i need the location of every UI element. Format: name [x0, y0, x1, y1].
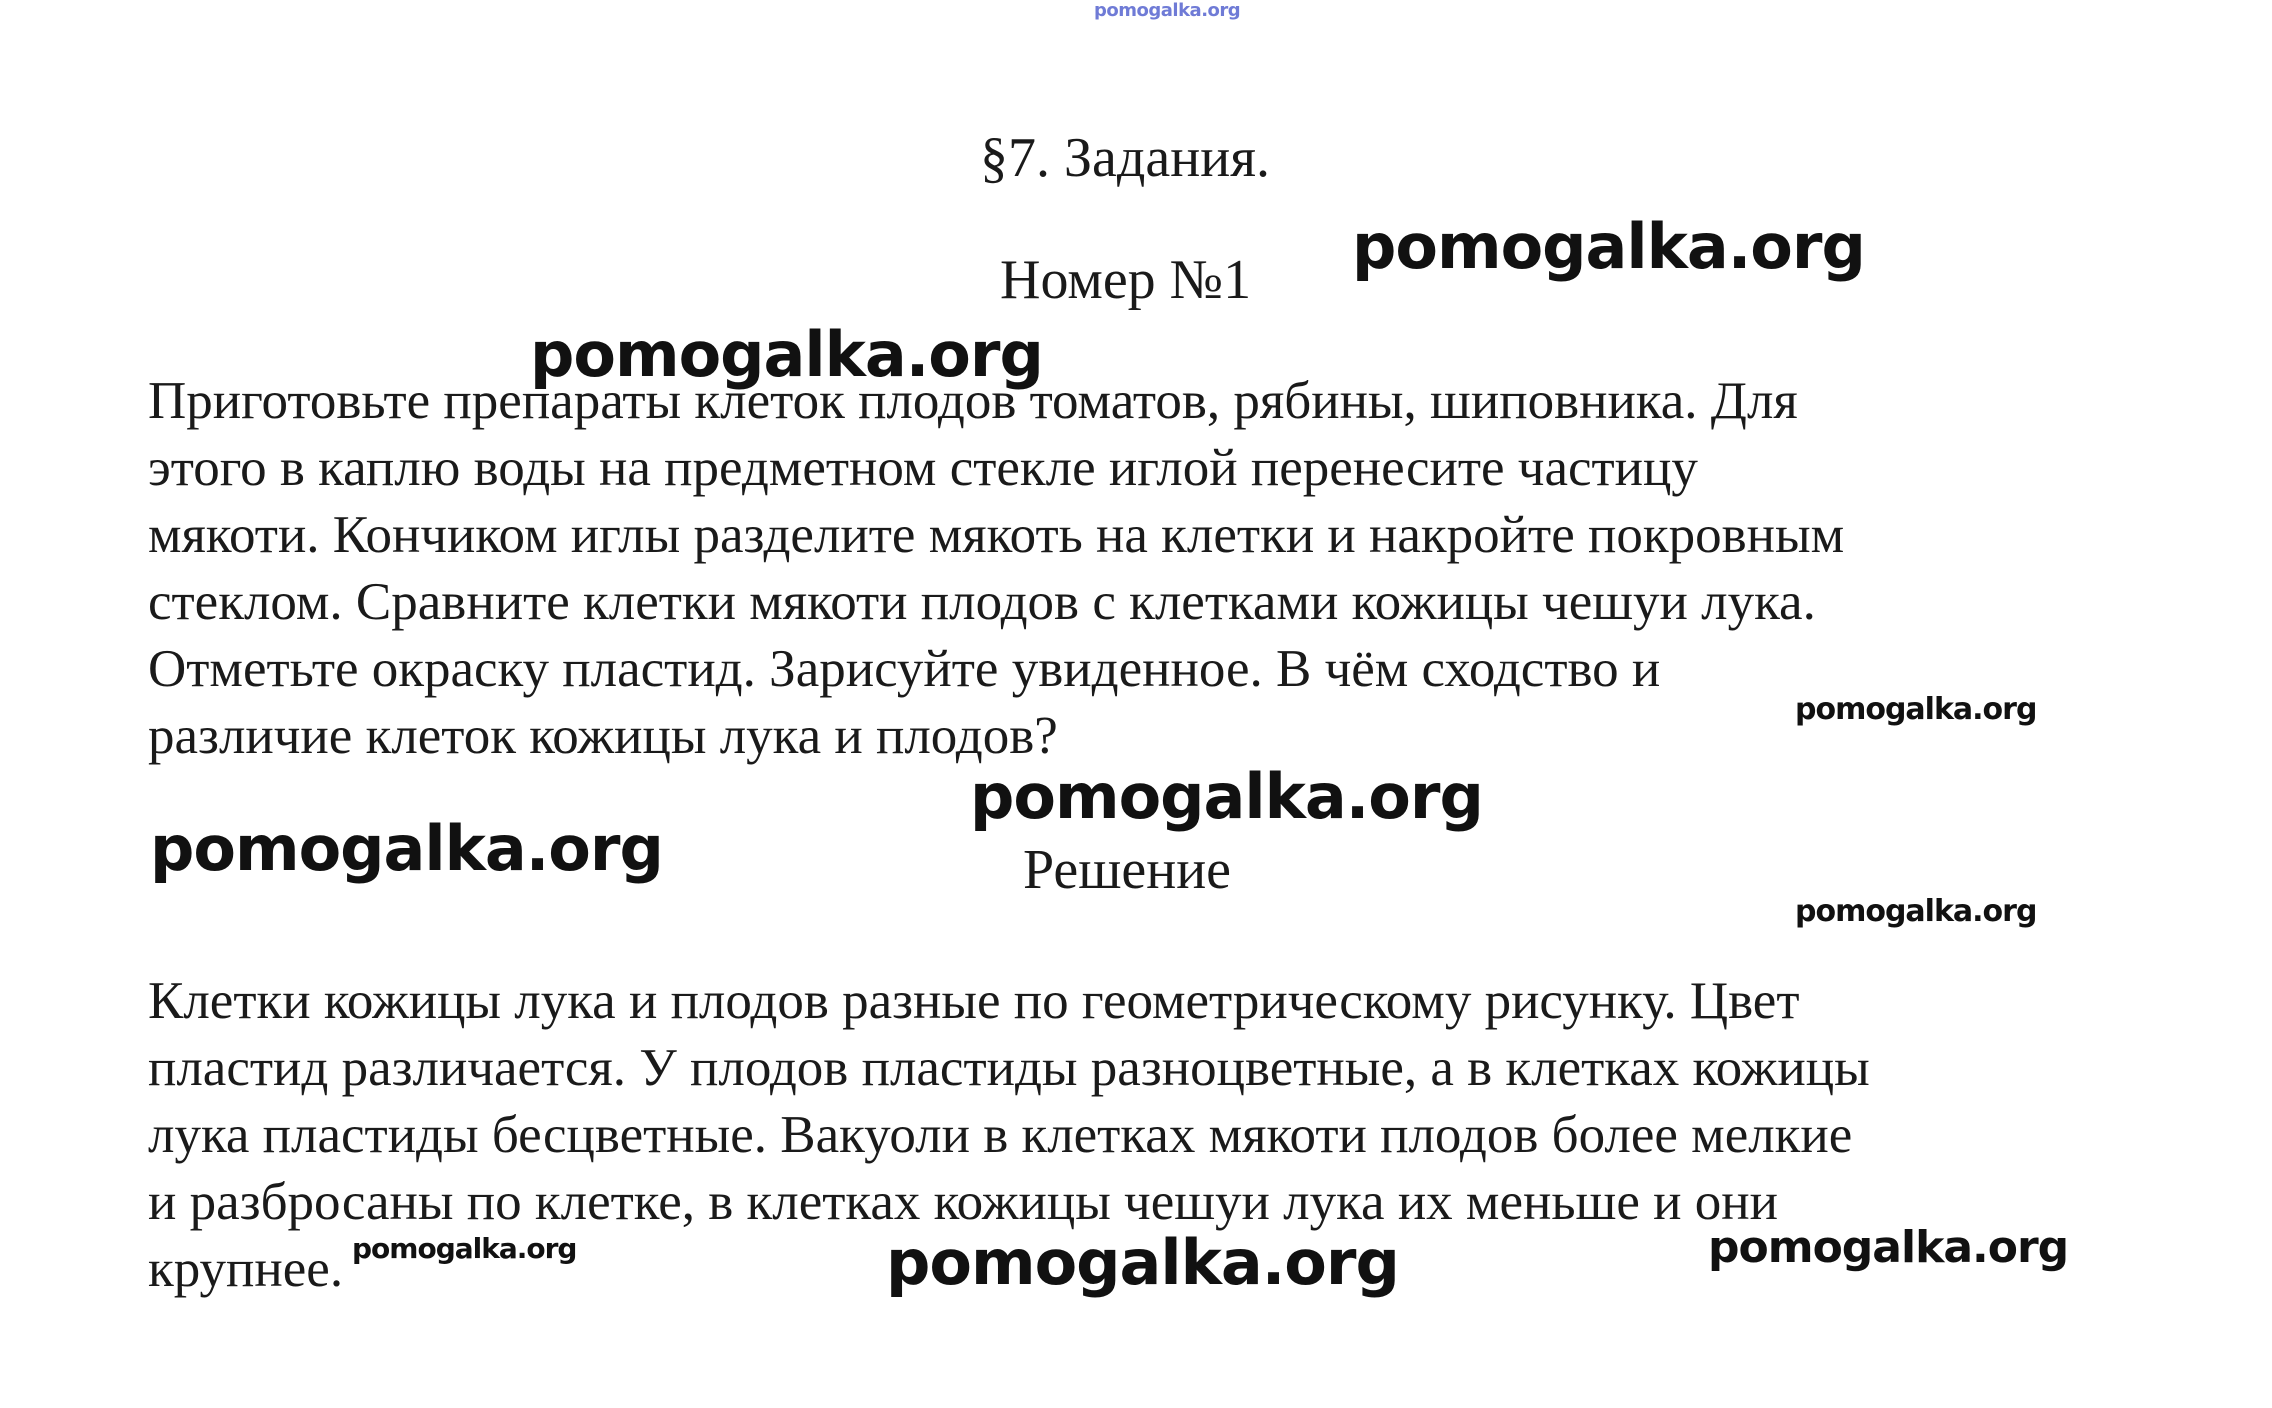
solution-line: пластид различается. У плодов пластиды разноцветные, а в клетках кожицы	[148, 1039, 1870, 1097]
task-line: этого в каплю воды на предметном стекле иглой перенесите частицу	[148, 439, 1698, 497]
watermark: pomogalka.org	[970, 760, 1483, 833]
watermark: pomogalka.org	[150, 812, 663, 885]
solution-label: Решение	[1023, 839, 1232, 901]
task-line: различие клеток кожицы лука и плодов?	[148, 707, 1058, 765]
watermark: pomogalka.org	[530, 318, 1043, 391]
watermark: pomogalka.org	[1795, 692, 2037, 727]
task-number: Номер №1	[1000, 249, 1252, 311]
watermark: pomogalka.org	[1708, 1222, 2069, 1273]
solution-line: крупнее.	[148, 1240, 344, 1298]
task-line: мякоти. Кончиком иглы разделите мякоть на клетки и накройте покровным	[148, 506, 1845, 564]
task-line: Отметьте окраску пластид. Зарисуйте увиденное. В чём сходство и	[148, 640, 1661, 698]
section-title: §7. Задания.	[980, 127, 1270, 189]
solution-line: Клетки кожицы лука и плодов разные по геометрическому рисунку. Цвет	[148, 972, 1800, 1030]
solution-line: лука пластиды бесцветные. Вакуоли в клетках мякоти плодов более мелкие	[148, 1106, 1853, 1164]
watermark: pomogalka.org	[1795, 894, 2037, 929]
watermark: pomogalka.org	[1352, 210, 1865, 283]
top-watermark-link[interactable]: pomogalka.org	[1094, 0, 1241, 21]
task-line: стеклом. Сравните клетки мякоти плодов с клетками кожицы чешуи лука.	[148, 573, 1816, 631]
watermark: pomogalka.org	[352, 1232, 577, 1265]
solution-line: и разбросаны по клетке, в клетках кожицы чешуи лука их меньше и они	[148, 1173, 1778, 1231]
watermark: pomogalka.org	[886, 1226, 1399, 1299]
task-line: Приготовьте препараты клеток плодов томатов, рябины, шиповника. Для	[148, 372, 1798, 430]
